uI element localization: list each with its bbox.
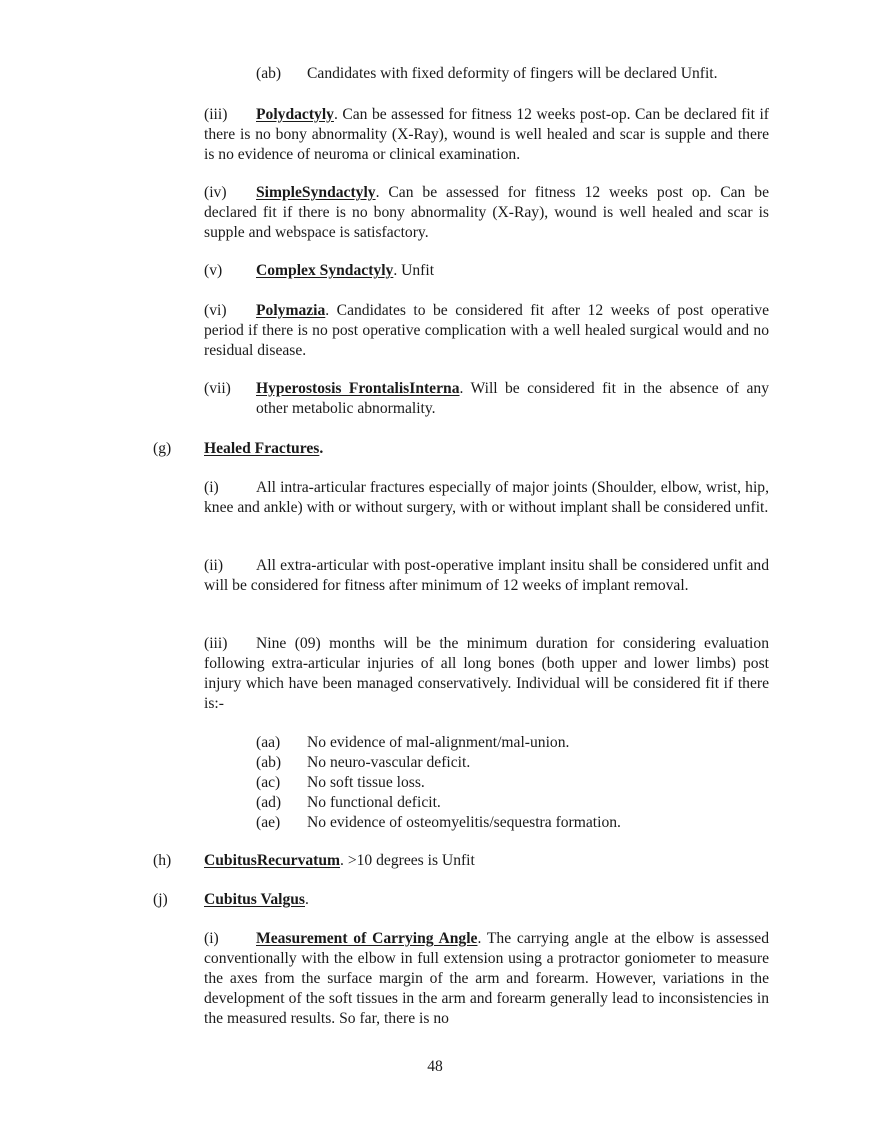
section-heading: Healed Fractures xyxy=(204,440,320,457)
para-nine-months xyxy=(204,634,769,714)
para-polymazia xyxy=(204,301,769,361)
list-item-text: No functional deficit. xyxy=(307,794,441,811)
list-item-text: No evidence of osteomyelitis/sequestra formation. xyxy=(307,814,621,831)
list-item-number: (ac) xyxy=(256,774,281,791)
para-text: . Can be assessed for fitness 12 weeks post op. Can be declared fit if there is no bony abnormality (X-Ray), wound is well healed and scar is supple and webspace is satisfactory. xyxy=(204,184,769,241)
section-heading-cubitus-valgus xyxy=(153,890,753,910)
para-number: (vi) xyxy=(204,302,227,319)
list-item xyxy=(256,813,776,833)
para-heading: Hyperostosis FrontalisInterna xyxy=(256,380,460,397)
list-item-number: (ae) xyxy=(256,814,281,831)
section-number: (j) xyxy=(153,891,168,908)
para-text: . Unfit xyxy=(393,262,435,279)
para-text: . Will be considered fit in the absence of any other metabolic abnormality. xyxy=(256,380,769,417)
list-item-number: (ad) xyxy=(256,794,282,811)
para-heading: Polymazia xyxy=(256,302,326,319)
para-heading: Polydactyly xyxy=(256,106,334,123)
section-cubitus-recurvatum xyxy=(153,851,753,871)
page-number: 48 xyxy=(427,1058,443,1075)
section-number: (g) xyxy=(153,440,172,457)
section-heading: CubitusRecurvatum xyxy=(204,852,341,869)
para-text: All intra-articular fractures especially of major joints (Shoulder, elbow, wrist, hip, knee and ankle) with or without surgery, with or without implant shall be considered unfit. xyxy=(204,479,769,516)
list-item xyxy=(256,773,776,793)
list-item-number: (aa) xyxy=(256,734,281,751)
para-number: (v) xyxy=(204,262,223,279)
para-text: All extra-articular with post-operative implant insitu shall be considered unfit and will be considered for fitness after minimum of 12 weeks of implant removal. xyxy=(204,557,769,594)
list-item xyxy=(256,793,776,813)
section-number: (h) xyxy=(153,852,172,869)
para-text: Nine (09) months will be the minimum duration for considering evaluation following extra-articular injuries of all long bones (both upper and lower limbs) post injury which have been managed conservatively. Individual will be considered fit if there is:- xyxy=(204,635,769,712)
para-number: (i) xyxy=(204,930,219,947)
para-simple-syndactyly xyxy=(204,183,769,243)
para-carrying-angle xyxy=(204,929,769,1029)
para-hyperostosis xyxy=(204,379,769,419)
para-text: . Can be assessed for fitness 12 weeks post-op. Can be declared fit if there is no bony abnormality (X-Ray), wound is well healed and scar is supple and there is no evidence of neuroma or clinical examination. xyxy=(204,106,769,163)
list-item xyxy=(256,753,776,773)
para-number: (ii) xyxy=(204,557,224,574)
para-number: (i) xyxy=(204,479,219,496)
para-number: (iii) xyxy=(204,635,228,652)
para-heading: Complex Syndactyly xyxy=(256,262,394,279)
criteria-list xyxy=(256,733,776,833)
list-item-text: No soft tissue loss. xyxy=(307,774,425,791)
item-text: Candidates with fixed deformity of fingers will be declared Unfit. xyxy=(307,65,718,82)
para-number: (iv) xyxy=(204,184,227,201)
para-number: (vii) xyxy=(204,380,231,397)
para-number: (iii) xyxy=(204,106,228,123)
para-heading: SimpleSyndactyly xyxy=(256,184,376,201)
para-extra-articular xyxy=(204,556,769,596)
section-heading-suffix: . xyxy=(319,440,324,457)
para-heading: Measurement of Carrying Angle xyxy=(256,930,478,947)
list-item-number: (ab) xyxy=(256,754,282,771)
item-number: (ab) xyxy=(256,65,282,82)
para-text: . The carrying angle at the elbow is assessed conventionally with the elbow in full extension using a protractor goniometer to measure the axes from the surface margin of the arm and forearm. However, variations in the development of the soft tissues in the arm and forearm generally lead to inconsistencies in the measured results. So far, there is no xyxy=(204,930,769,1027)
list-item xyxy=(256,733,776,753)
para-polydactyly xyxy=(204,105,769,165)
list-item-text: No evidence of mal-alignment/mal-union. xyxy=(307,734,570,751)
section-heading: Cubitus Valgus xyxy=(204,891,305,908)
section-text: . >10 degrees is Unfit xyxy=(340,852,475,869)
para-body xyxy=(256,379,769,419)
section-heading-suffix: . xyxy=(305,891,309,908)
para-intra-articular xyxy=(204,478,769,518)
section-heading-healed-fractures xyxy=(153,439,753,459)
top-list-item xyxy=(256,64,776,84)
list-item-text: No neuro-vascular deficit. xyxy=(307,754,471,771)
para-text: . Candidates to be considered fit after 12 weeks of post operative period if there is no post operative complication with a well healed surgical would and no residual disease. xyxy=(204,302,769,359)
para-complex-syndactyly xyxy=(204,261,769,281)
